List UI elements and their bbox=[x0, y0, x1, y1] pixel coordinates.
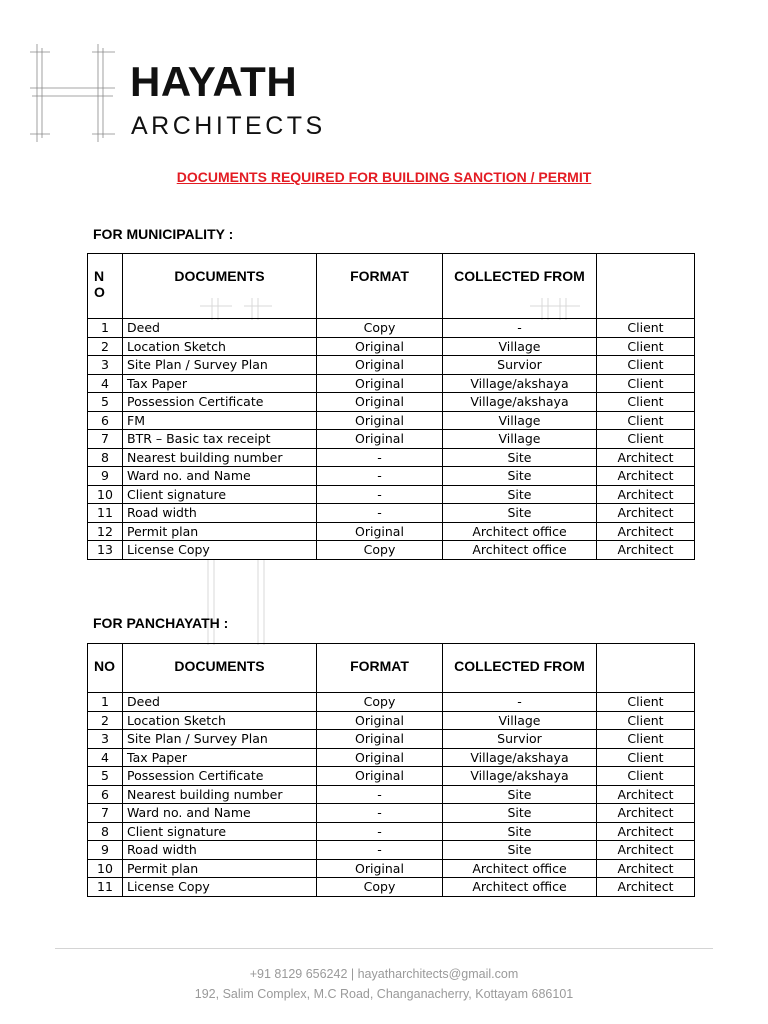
cell-document: Deed bbox=[123, 693, 317, 712]
cell-no: 1 bbox=[88, 319, 123, 338]
cell-document: Nearest building number bbox=[123, 785, 317, 804]
cell-document: FM bbox=[123, 411, 317, 430]
cell-format: Original bbox=[317, 337, 443, 356]
cell-format: - bbox=[317, 467, 443, 486]
cell-responsible: Client bbox=[597, 337, 695, 356]
cell-format: - bbox=[317, 822, 443, 841]
cell-collected-from: Site bbox=[443, 841, 597, 860]
cell-collected-from: Survior bbox=[443, 730, 597, 749]
cell-format: Original bbox=[317, 859, 443, 878]
table-header-row bbox=[88, 644, 695, 693]
cell-no: 6 bbox=[88, 411, 123, 430]
cell-no: 11 bbox=[88, 878, 123, 897]
cell-format: Original bbox=[317, 411, 443, 430]
table-row bbox=[88, 356, 695, 375]
cell-responsible: Architect bbox=[597, 804, 695, 823]
table-row bbox=[88, 785, 695, 804]
cell-document: BTR – Basic tax receipt bbox=[123, 430, 317, 449]
brand-tagline: ARCHITECTS bbox=[131, 112, 326, 140]
cell-document: License Copy bbox=[123, 541, 317, 560]
table-row bbox=[88, 319, 695, 338]
cell-no: 2 bbox=[88, 337, 123, 356]
cell-responsible: Client bbox=[597, 393, 695, 412]
table-row bbox=[88, 711, 695, 730]
cell-document: Site Plan / Survey Plan bbox=[123, 730, 317, 749]
cell-responsible: Client bbox=[597, 730, 695, 749]
cell-format: Original bbox=[317, 522, 443, 541]
cell-collected-from: Site bbox=[443, 785, 597, 804]
table-header-row bbox=[88, 254, 695, 319]
document-title: DOCUMENTS REQUIRED FOR BUILDING SANCTION / PERMIT bbox=[176, 169, 592, 185]
cell-no: 5 bbox=[88, 393, 123, 412]
column-header-documents: DOCUMENTS bbox=[123, 644, 317, 693]
table-row bbox=[88, 748, 695, 767]
cell-format: Original bbox=[317, 356, 443, 375]
table-row bbox=[88, 448, 695, 467]
table-row bbox=[88, 467, 695, 486]
table-row bbox=[88, 841, 695, 860]
column-header-collected-from: COLLECTED FROM bbox=[443, 644, 597, 693]
brand-name: HAYATH bbox=[130, 58, 298, 105]
panchayath-heading: FOR PANCHAYATH : bbox=[93, 615, 229, 631]
cell-no: 9 bbox=[88, 841, 123, 860]
cell-document: Location Sketch bbox=[123, 337, 317, 356]
cell-document: Ward no. and Name bbox=[123, 467, 317, 486]
table-row bbox=[88, 430, 695, 449]
cell-document: Tax Paper bbox=[123, 748, 317, 767]
cell-no: 12 bbox=[88, 522, 123, 541]
panchayath-table bbox=[87, 643, 695, 897]
cell-document: Nearest building number bbox=[123, 448, 317, 467]
table-row bbox=[88, 522, 695, 541]
cell-format: Original bbox=[317, 767, 443, 786]
cell-collected-from: Site bbox=[443, 504, 597, 523]
cell-no: 1 bbox=[88, 693, 123, 712]
cell-format: - bbox=[317, 448, 443, 467]
cell-responsible: Architect bbox=[597, 448, 695, 467]
cell-document: Tax Paper bbox=[123, 374, 317, 393]
cell-no: 10 bbox=[88, 859, 123, 878]
cell-document: Client signature bbox=[123, 485, 317, 504]
table-row bbox=[88, 804, 695, 823]
cell-responsible: Architect bbox=[597, 878, 695, 897]
cell-no: 7 bbox=[88, 804, 123, 823]
cell-responsible: Architect bbox=[597, 485, 695, 504]
cell-no: 7 bbox=[88, 430, 123, 449]
cell-collected-from: Village bbox=[443, 711, 597, 730]
cell-responsible: Architect bbox=[597, 841, 695, 860]
cell-no: 9 bbox=[88, 467, 123, 486]
panchayath-rows bbox=[88, 693, 695, 897]
cell-format: - bbox=[317, 785, 443, 804]
footer-address: 192, Salim Complex, M.C Road, Changanacherry, Kottayam 686101 bbox=[194, 987, 574, 1001]
municipality-heading: FOR MUNICIPALITY : bbox=[93, 226, 234, 242]
cell-no: 3 bbox=[88, 356, 123, 375]
cell-collected-from: Village bbox=[443, 430, 597, 449]
column-header-responsible bbox=[597, 254, 695, 319]
cell-responsible: Client bbox=[597, 356, 695, 375]
cell-no: 4 bbox=[88, 748, 123, 767]
column-header-collected-from: COLLECTED FROM bbox=[443, 254, 597, 319]
cell-responsible: Architect bbox=[597, 859, 695, 878]
cell-no: 10 bbox=[88, 485, 123, 504]
table-row bbox=[88, 393, 695, 412]
cell-format: - bbox=[317, 804, 443, 823]
table-row bbox=[88, 541, 695, 560]
municipality-table bbox=[87, 253, 695, 560]
cell-responsible: Client bbox=[597, 711, 695, 730]
cell-format: Copy bbox=[317, 878, 443, 897]
table-row bbox=[88, 822, 695, 841]
cell-format: - bbox=[317, 841, 443, 860]
cell-responsible: Client bbox=[597, 430, 695, 449]
h-monogram-icon bbox=[30, 44, 115, 142]
cell-no: 13 bbox=[88, 541, 123, 560]
cell-no: 5 bbox=[88, 767, 123, 786]
municipality-rows bbox=[88, 319, 695, 560]
cell-collected-from: Architect office bbox=[443, 878, 597, 897]
column-header-responsible bbox=[597, 644, 695, 693]
cell-responsible: Client bbox=[597, 411, 695, 430]
cell-format: - bbox=[317, 504, 443, 523]
cell-collected-from: Village/akshaya bbox=[443, 374, 597, 393]
table-row bbox=[88, 767, 695, 786]
table-row bbox=[88, 337, 695, 356]
cell-responsible: Client bbox=[597, 748, 695, 767]
cell-document: Possession Certificate bbox=[123, 393, 317, 412]
column-header-format: FORMAT bbox=[317, 254, 443, 319]
cell-document: Deed bbox=[123, 319, 317, 338]
cell-no: 2 bbox=[88, 711, 123, 730]
cell-format: Copy bbox=[317, 693, 443, 712]
cell-document: Ward no. and Name bbox=[123, 804, 317, 823]
cell-collected-from: Architect office bbox=[443, 541, 597, 560]
cell-responsible: Architect bbox=[597, 785, 695, 804]
cell-format: Copy bbox=[317, 541, 443, 560]
cell-document: License Copy bbox=[123, 878, 317, 897]
cell-responsible: Client bbox=[597, 767, 695, 786]
column-header-documents: DOCUMENTS bbox=[123, 254, 317, 319]
column-header-format: FORMAT bbox=[317, 644, 443, 693]
cell-format: Original bbox=[317, 730, 443, 749]
cell-no: 4 bbox=[88, 374, 123, 393]
cell-format: Original bbox=[317, 430, 443, 449]
cell-responsible: Client bbox=[597, 693, 695, 712]
table-row bbox=[88, 411, 695, 430]
cell-document: Permit plan bbox=[123, 859, 317, 878]
cell-collected-from: Site bbox=[443, 448, 597, 467]
cell-collected-from: Survior bbox=[443, 356, 597, 375]
table-row bbox=[88, 878, 695, 897]
cell-format: Original bbox=[317, 711, 443, 730]
cell-responsible: Architect bbox=[597, 504, 695, 523]
column-header-no: N O bbox=[88, 254, 123, 319]
cell-format: Original bbox=[317, 748, 443, 767]
cell-no: 6 bbox=[88, 785, 123, 804]
footer-contact: +91 8129 656242 | hayatharchitects@gmail.com bbox=[249, 967, 519, 981]
cell-collected-from: Site bbox=[443, 485, 597, 504]
cell-format: Original bbox=[317, 374, 443, 393]
table-row bbox=[88, 374, 695, 393]
cell-responsible: Architect bbox=[597, 822, 695, 841]
cell-no: 3 bbox=[88, 730, 123, 749]
cell-format: - bbox=[317, 485, 443, 504]
cell-document: Location Sketch bbox=[123, 711, 317, 730]
cell-document: Road width bbox=[123, 504, 317, 523]
cell-document: Site Plan / Survey Plan bbox=[123, 356, 317, 375]
table-row bbox=[88, 693, 695, 712]
cell-collected-from: Village bbox=[443, 337, 597, 356]
cell-format: Original bbox=[317, 393, 443, 412]
cell-collected-from: - bbox=[443, 319, 597, 338]
cell-no: 8 bbox=[88, 822, 123, 841]
cell-collected-from: Village bbox=[443, 411, 597, 430]
cell-collected-from: Architect office bbox=[443, 522, 597, 541]
cell-responsible: Architect bbox=[597, 522, 695, 541]
cell-collected-from: Village/akshaya bbox=[443, 767, 597, 786]
cell-collected-from: - bbox=[443, 693, 597, 712]
cell-responsible: Client bbox=[597, 374, 695, 393]
cell-document: Road width bbox=[123, 841, 317, 860]
cell-responsible: Architect bbox=[597, 541, 695, 560]
cell-collected-from: Site bbox=[443, 804, 597, 823]
cell-collected-from: Village/akshaya bbox=[443, 748, 597, 767]
column-header-no: NO bbox=[88, 644, 123, 693]
footer-divider bbox=[55, 948, 713, 949]
cell-no: 8 bbox=[88, 448, 123, 467]
table-row bbox=[88, 485, 695, 504]
cell-collected-from: Site bbox=[443, 822, 597, 841]
cell-no: 11 bbox=[88, 504, 123, 523]
cell-document: Client signature bbox=[123, 822, 317, 841]
table-row bbox=[88, 859, 695, 878]
cell-format: Copy bbox=[317, 319, 443, 338]
cell-document: Permit plan bbox=[123, 522, 317, 541]
cell-collected-from: Architect office bbox=[443, 859, 597, 878]
cell-collected-from: Village/akshaya bbox=[443, 393, 597, 412]
cell-collected-from: Site bbox=[443, 467, 597, 486]
cell-responsible: Architect bbox=[597, 467, 695, 486]
table-row bbox=[88, 730, 695, 749]
cell-responsible: Client bbox=[597, 319, 695, 338]
cell-document: Possession Certificate bbox=[123, 767, 317, 786]
table-row bbox=[88, 504, 695, 523]
